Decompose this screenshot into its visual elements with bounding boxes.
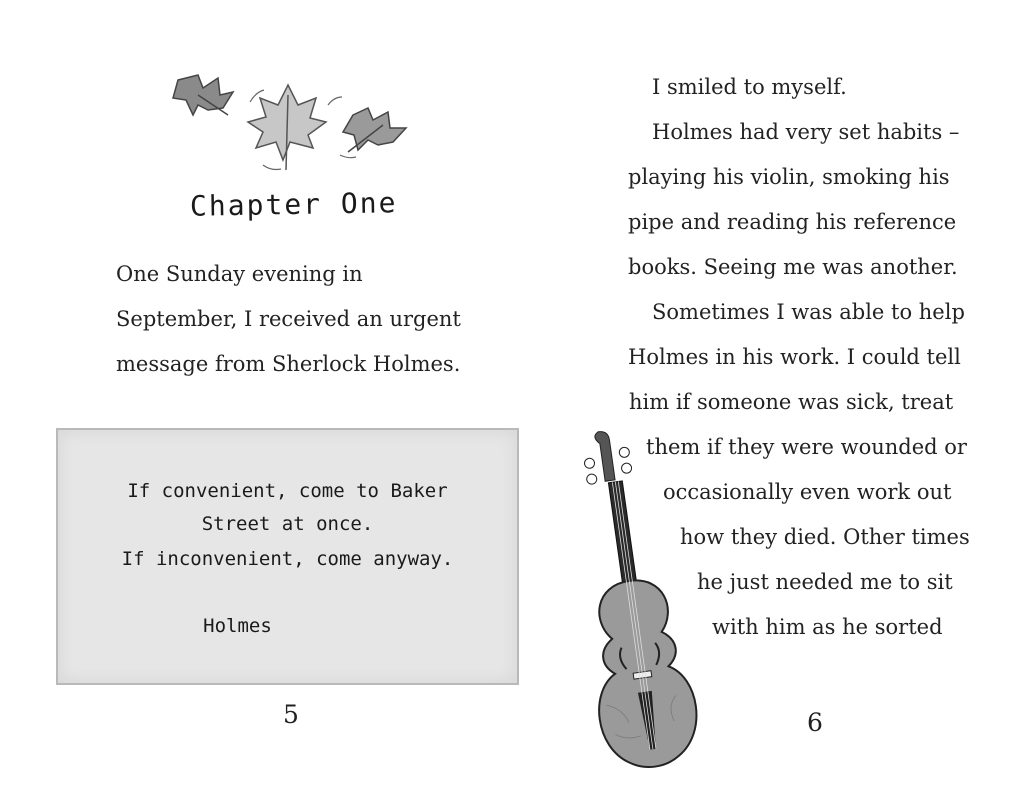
note-line: If inconvenient, come anyway. xyxy=(121,548,454,570)
note-line: Street at once. xyxy=(201,513,374,535)
paragraph-line: One Sunday evening in xyxy=(116,262,363,286)
text-line: Holmes in his work. I could tell xyxy=(628,345,961,369)
right-page xyxy=(512,0,1024,800)
note-signature: Holmes xyxy=(203,615,272,637)
text-line: occasionally even work out xyxy=(663,480,952,504)
text-line: I smiled to myself. xyxy=(652,75,847,99)
text-line: pipe and reading his reference xyxy=(628,210,957,234)
text-line: playing his violin, smoking his xyxy=(628,165,950,189)
note-line: If convenient, come to Baker xyxy=(127,480,448,502)
chapter-title: Chapter One xyxy=(189,186,398,223)
text-line: how they died. Other times xyxy=(680,525,970,549)
text-line: Holmes had very set habits – xyxy=(652,120,960,144)
paragraph-line: message from Sherlock Holmes. xyxy=(116,352,461,376)
text-line: Sometimes I was able to help xyxy=(652,300,965,324)
paragraph-line: September, I received an urgent xyxy=(116,307,461,331)
page-number-right: 6 xyxy=(807,708,823,737)
page-number-left: 5 xyxy=(283,700,299,729)
opening-paragraph xyxy=(116,252,476,387)
text-line: books. Seeing me was another. xyxy=(628,255,958,279)
text-line: them if they were wounded or xyxy=(646,435,967,459)
autumn-leaves-icon xyxy=(168,60,418,180)
holmes-note-card xyxy=(56,428,519,685)
text-line: him if someone was sick, treat xyxy=(629,390,954,414)
text-line: he just needed me to sit xyxy=(697,570,953,594)
violin-icon xyxy=(567,430,707,775)
text-line: with him as he sorted xyxy=(712,615,943,639)
